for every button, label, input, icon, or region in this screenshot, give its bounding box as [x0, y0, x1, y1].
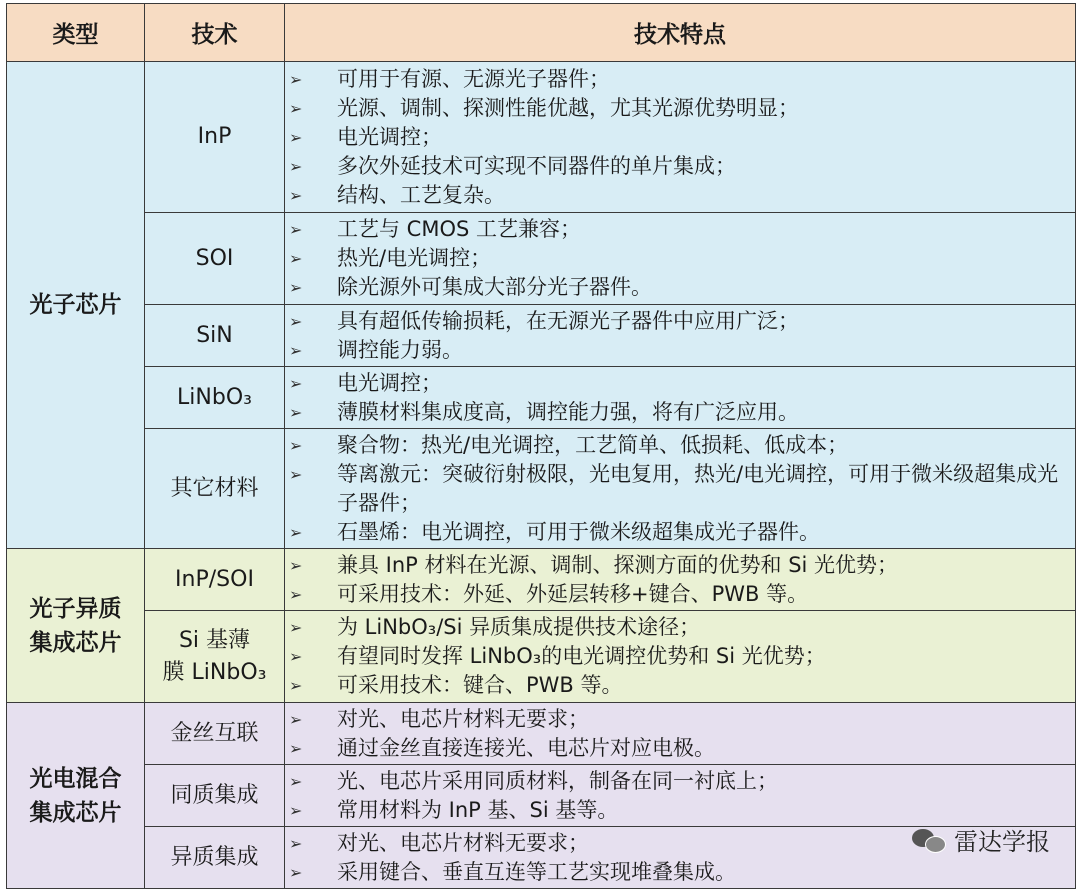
feature-text: 具有超低传输损耗，在无源光子器件中应用广泛； — [337, 308, 799, 333]
features-cell — [285, 611, 1076, 703]
feature-item — [285, 767, 1075, 796]
feature-text: 兼具 InP 材料在光源、调制、探测方面的优势和 Si 光优势； — [337, 552, 899, 577]
feature-item — [285, 273, 1075, 302]
feature-text: 调控能力弱。 — [337, 337, 463, 362]
features-cell — [285, 305, 1076, 367]
feature-item — [285, 65, 1075, 94]
feature-item — [285, 244, 1075, 273]
arrow-bullet-icon: ➢ — [289, 464, 303, 484]
feature-text: 石墨烯：电光调控，可用于微米级超集成光子器件。 — [337, 519, 820, 544]
arrow-bullet-icon: ➢ — [289, 220, 303, 239]
arrow-bullet-icon: ➢ — [289, 676, 303, 695]
table-row — [7, 765, 1076, 827]
tech-cell: 异质集成 — [145, 827, 285, 889]
table-row — [7, 367, 1076, 429]
feature-item — [285, 858, 1075, 887]
tech-cell: SiN — [145, 305, 285, 367]
features-cell — [285, 429, 1076, 549]
feature-text: 等离激元：突破衍射极限，光电复用，热光/电光调控，可用于微米级超集成光子器件； — [337, 461, 1059, 515]
feature-text: 薄膜材料集成度高，调控能力强，将有广泛应用。 — [337, 399, 799, 424]
tech-cell: 金丝互联 — [145, 703, 285, 765]
arrow-bullet-icon: ➢ — [289, 738, 303, 758]
arrow-bullet-icon: ➢ — [289, 311, 303, 331]
category-hetero: 光子异质 集成芯片 — [7, 549, 145, 703]
feature-text: 采用键合、垂直互连等工艺实现堆叠集成。 — [337, 859, 736, 884]
feature-text: 常用材料为 InP 基、Si 基等。 — [337, 797, 619, 822]
feature-text: 热光/电光调控； — [337, 246, 492, 270]
technology-table — [6, 3, 1076, 889]
header-features: 技术特点 — [285, 4, 1076, 62]
header-row — [7, 4, 1076, 62]
feature-item — [285, 705, 1075, 734]
tech-cell: InP — [145, 62, 285, 213]
watermark-text: 雷达学报 — [954, 828, 1050, 856]
feature-item — [285, 336, 1075, 365]
arrow-bullet-icon: ➢ — [289, 69, 303, 89]
arrow-bullet-icon: ➢ — [289, 647, 303, 666]
table-row — [7, 62, 1076, 213]
tech-cell: 同质集成 — [145, 765, 285, 827]
table-row — [7, 213, 1076, 305]
feature-text: 电光调控； — [337, 124, 442, 149]
feature-text: 多次外延技术可实现不同器件的单片集成； — [337, 153, 736, 178]
arrow-bullet-icon: ➢ — [289, 862, 303, 882]
arrow-bullet-icon: ➢ — [289, 800, 303, 820]
arrow-bullet-icon: ➢ — [289, 127, 303, 147]
header-type: 类型 — [7, 4, 145, 62]
table-row — [7, 429, 1076, 549]
header-tech: 技术 — [145, 4, 285, 62]
feature-text: 可采用技术：外延、外延层转移+键合、PWB 等。 — [337, 581, 809, 606]
category-photonic: 光子芯片 — [7, 62, 145, 549]
feature-item — [285, 551, 1075, 580]
feature-text: 电光调控； — [337, 370, 442, 395]
arrow-bullet-icon: ➢ — [289, 555, 303, 575]
features-cell — [285, 367, 1076, 429]
feature-text: 通过金丝直接连接光、电芯片对应电极。 — [337, 735, 715, 760]
tech-cell: InP/SOI — [145, 549, 285, 611]
feature-item — [285, 460, 1075, 518]
arrow-bullet-icon: ➢ — [289, 522, 303, 542]
table-row — [7, 703, 1076, 765]
features-cell — [285, 62, 1076, 213]
arrow-bullet-icon: ➢ — [289, 278, 303, 297]
feature-item — [285, 613, 1075, 642]
arrow-bullet-icon: ➢ — [289, 156, 303, 176]
arrow-bullet-icon: ➢ — [289, 435, 303, 455]
tech-cell: LiNbO₃ — [145, 367, 285, 429]
feature-text: 对光、电芯片材料无要求； — [337, 706, 589, 731]
feature-item — [285, 94, 1075, 123]
feature-text: 工艺与 CMOS 工艺兼容； — [337, 217, 581, 241]
feature-item — [285, 671, 1075, 700]
watermark — [912, 822, 1050, 857]
arrow-bullet-icon: ➢ — [289, 833, 303, 853]
feature-text: 有望同时发挥 LiNbO₃的电光调控优势和 Si 光优势； — [337, 644, 826, 668]
feature-item — [285, 307, 1075, 336]
feature-item — [285, 398, 1075, 427]
arrow-bullet-icon: ➢ — [289, 618, 303, 637]
feature-item — [285, 215, 1075, 244]
feature-item — [285, 796, 1075, 825]
feature-item — [285, 734, 1075, 763]
wechat-icon — [912, 827, 946, 853]
tech-cell: Si 基薄 膜 LiNbO₃ — [145, 611, 285, 703]
table-row — [7, 305, 1076, 367]
feature-text: 可采用技术：键合、PWB 等。 — [337, 673, 623, 697]
features-cell — [285, 549, 1076, 611]
features-cell — [285, 765, 1076, 827]
arrow-bullet-icon: ➢ — [289, 373, 303, 393]
feature-item — [285, 152, 1075, 181]
feature-text: 为 LiNbO₃/Si 异质集成提供技术途径； — [337, 615, 701, 639]
feature-text: 光源、调制、探测性能优越，尤其光源优势明显； — [337, 95, 799, 120]
feature-text: 对光、电芯片材料无要求； — [337, 830, 589, 855]
feature-text: 除光源外可集成大部分光子器件。 — [337, 275, 652, 299]
tech-cell: SOI — [145, 213, 285, 305]
feature-item — [285, 369, 1075, 398]
tech-cell: 其它材料 — [145, 429, 285, 549]
table-row — [7, 611, 1076, 703]
feature-item — [285, 431, 1075, 460]
feature-text: 结构、工艺复杂。 — [337, 182, 505, 207]
arrow-bullet-icon: ➢ — [289, 771, 303, 791]
arrow-bullet-icon: ➢ — [289, 98, 303, 118]
arrow-bullet-icon: ➢ — [289, 249, 303, 268]
arrow-bullet-icon: ➢ — [289, 402, 303, 422]
arrow-bullet-icon: ➢ — [289, 185, 303, 205]
feature-text: 光、电芯片采用同质材料，制备在同一衬底上； — [337, 768, 778, 793]
feature-item — [285, 580, 1075, 609]
arrow-bullet-icon: ➢ — [289, 340, 303, 360]
features-cell — [285, 703, 1076, 765]
feature-item — [285, 642, 1075, 671]
features-cell — [285, 213, 1076, 305]
feature-item — [285, 518, 1075, 547]
category-hybrid: 光电混合 集成芯片 — [7, 703, 145, 889]
arrow-bullet-icon: ➢ — [289, 709, 303, 729]
feature-item — [285, 123, 1075, 152]
feature-text: 可用于有源、无源光子器件； — [337, 66, 610, 91]
arrow-bullet-icon: ➢ — [289, 584, 303, 604]
feature-item — [285, 181, 1075, 210]
table-row — [7, 549, 1076, 611]
feature-text: 聚合物：热光/电光调控，工艺简单、低损耗、低成本； — [337, 432, 849, 457]
